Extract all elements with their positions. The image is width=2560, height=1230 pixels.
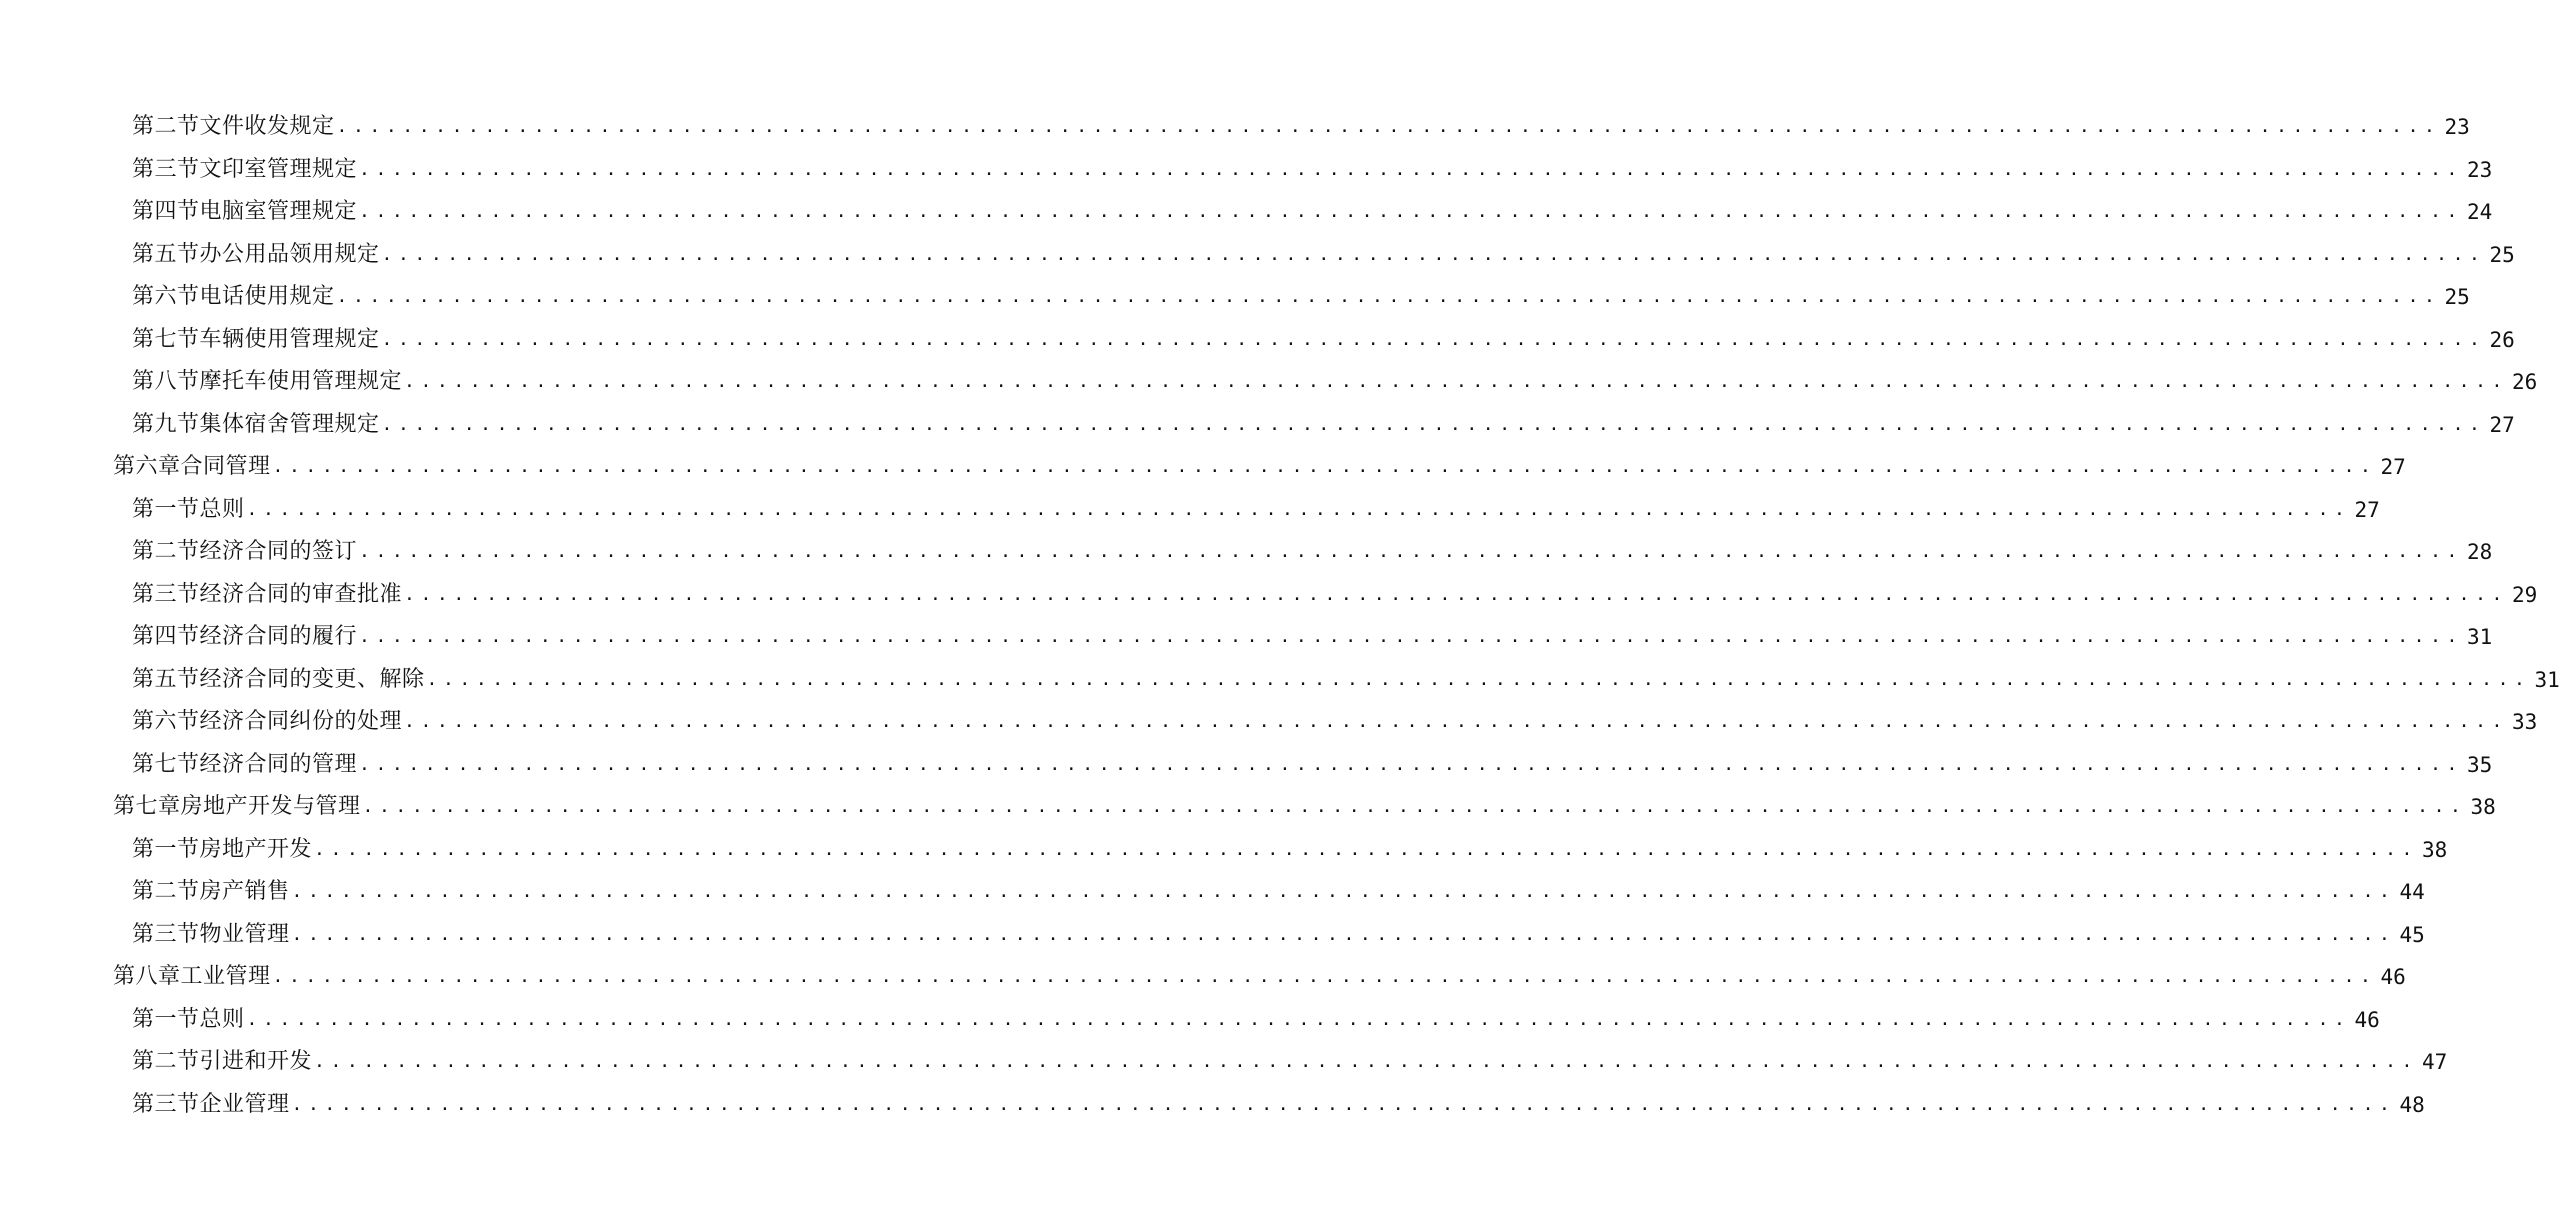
toc-entry-title: 经济合同的签订 — [199, 539, 358, 564]
toc-page-number: 26 — [2511, 370, 2538, 394]
toc-page-number: 46 — [2354, 1007, 2380, 1032]
toc-section-entry[interactable] — [0, 829, 2448, 872]
toc-section-entry[interactable] — [0, 574, 2538, 617]
toc-entry-title: 企业管理 — [199, 1091, 290, 1117]
toc-entry-title: 文件收发规定 — [199, 114, 335, 139]
toc-page-number: 31 — [2534, 667, 2560, 692]
toc-page-number: 23 — [2444, 115, 2470, 139]
toc-dot-leader: ................................................................................................................................ — [314, 1051, 2418, 1072]
toc-entry-label: 第二节 — [132, 879, 200, 904]
toc-dot-leader: ................................................................................................................................ — [291, 881, 2396, 902]
toc-dot-leader: ................................................................................................................................ — [246, 498, 2351, 520]
toc-entry-title: 经济合同的变更、解除 — [199, 666, 425, 692]
toc-section-entry[interactable] — [0, 1084, 2425, 1127]
toc-section-entry[interactable] — [0, 659, 2560, 702]
toc-dot-leader: ................................................................................................................................ — [426, 668, 2531, 690]
toc-page-number: 31 — [2466, 625, 2493, 649]
toc-section-entry[interactable] — [0, 744, 2493, 787]
toc-section-entry[interactable] — [0, 404, 2515, 447]
toc-section-entry[interactable] — [0, 1041, 2448, 1084]
toc-entry-label: 第三节 — [132, 1091, 200, 1117]
toc-dot-leader: ................................................................................................................................ — [291, 1093, 2396, 1115]
toc-section-entry[interactable] — [0, 531, 2493, 574]
toc-entry-label: 第三节 — [132, 581, 200, 607]
toc-entry-title: 经济合同的履行 — [199, 624, 358, 649]
toc-dot-leader: ................................................................................................................................ — [359, 201, 2463, 222]
toc-section-entry[interactable] — [0, 276, 2470, 319]
toc-dot-leader: ................................................................................................................................ — [381, 243, 2486, 265]
toc-page-number: 24 — [2466, 200, 2493, 224]
toc-entry-title: 文印室管理规定 — [199, 156, 358, 182]
toc-entry-title: 引进和开发 — [199, 1049, 313, 1074]
toc-dot-leader: ................................................................................................................................ — [336, 116, 2441, 137]
toc-entry-label: 第三节 — [132, 156, 200, 182]
toc-page-number: 38 — [2470, 795, 2496, 819]
toc-entry-label: 第七章 — [113, 794, 181, 819]
toc-entry-title: 经济合同的管理 — [199, 751, 358, 777]
toc-entry-label: 第八节 — [132, 369, 200, 394]
toc-dot-leader: ................................................................................................................................ — [381, 328, 2486, 350]
toc-section-entry[interactable] — [0, 234, 2515, 277]
toc-entry-title: 集体宿舍管理规定 — [199, 411, 380, 437]
toc-entry-title: 总则 — [199, 1006, 245, 1032]
toc-entry-title: 合同管理 — [180, 454, 271, 479]
toc-section-entry[interactable] — [0, 701, 2538, 744]
toc-dot-leader: ................................................................................................................................ — [272, 966, 2377, 987]
toc-entry-label: 第二节 — [132, 114, 200, 139]
toc-entry-label: 第一节 — [132, 836, 200, 862]
toc-chapter-entry[interactable] — [0, 446, 2406, 489]
toc-entry-title: 经济合同纠份的处理 — [199, 709, 403, 734]
toc-entry-title: 电脑室管理规定 — [199, 199, 358, 224]
toc-section-entry[interactable] — [0, 871, 2425, 914]
toc-page-number: 38 — [2421, 837, 2448, 862]
toc-page-number: 28 — [2466, 540, 2493, 564]
toc-section-entry[interactable] — [0, 914, 2425, 957]
toc-dot-leader: ................................................................................................................................ — [359, 541, 2463, 562]
toc-section-entry[interactable] — [0, 149, 2493, 192]
toc-page-number: 33 — [2511, 710, 2538, 734]
toc-page-number: 47 — [2421, 1050, 2448, 1074]
toc-entry-label: 第七节 — [132, 751, 200, 777]
toc-entry-label: 第一节 — [132, 1006, 200, 1032]
toc-page-number: 27 — [2354, 497, 2380, 522]
toc-page-number: 25 — [2489, 242, 2515, 267]
toc-entry-title: 物业管理 — [199, 921, 290, 947]
toc-entry-title: 经济合同的审查批准 — [199, 581, 403, 607]
toc-entry-label: 第五节 — [132, 241, 200, 267]
table-of-contents — [0, 106, 2560, 1126]
toc-page-number: 46 — [2380, 965, 2406, 989]
toc-dot-leader: ................................................................................................................................ — [314, 838, 2418, 860]
toc-page-number: 27 — [2380, 455, 2406, 479]
toc-dot-leader: ................................................................................................................................ — [404, 711, 2508, 732]
toc-dot-leader: ................................................................................................................................ — [272, 456, 2377, 477]
toc-page-number: 48 — [2399, 1092, 2425, 1117]
toc-dot-leader: ................................................................................................................................ — [404, 371, 2508, 392]
toc-page-number: 27 — [2489, 412, 2515, 437]
toc-entry-label: 第六节 — [132, 284, 200, 309]
toc-dot-leader: ................................................................................................................................ — [359, 626, 2463, 647]
toc-entry-title: 房地产开发与管理 — [180, 794, 361, 819]
toc-entry-label: 第二节 — [132, 539, 200, 564]
toc-entry-label: 第七节 — [132, 326, 200, 352]
toc-page-number: 29 — [2511, 582, 2538, 607]
toc-page-number: 23 — [2466, 157, 2493, 182]
toc-entry-label: 第六节 — [132, 709, 200, 734]
toc-entry-title: 房产销售 — [199, 879, 290, 904]
toc-entry-label: 第四节 — [132, 624, 200, 649]
toc-dot-leader: ................................................................................................................................ — [246, 1008, 2351, 1030]
toc-chapter-entry[interactable] — [0, 956, 2406, 999]
toc-dot-leader: ................................................................................................................................ — [362, 796, 2467, 817]
toc-page-number: 35 — [2466, 752, 2493, 777]
toc-chapter-entry[interactable] — [0, 786, 2496, 829]
toc-entry-label: 第四节 — [132, 199, 200, 224]
toc-entry-label: 第二节 — [132, 1049, 200, 1074]
toc-page-number: 45 — [2399, 922, 2425, 947]
toc-section-entry[interactable] — [0, 999, 2380, 1042]
toc-dot-leader: ................................................................................................................................ — [381, 413, 2486, 435]
toc-dot-leader: ................................................................................................................................ — [404, 583, 2508, 605]
toc-entry-title: 办公用品领用规定 — [199, 241, 380, 267]
toc-page-number: 26 — [2489, 327, 2515, 352]
toc-entry-label: 第九节 — [132, 411, 200, 437]
toc-section-entry[interactable] — [0, 106, 2470, 149]
toc-page-number: 44 — [2399, 880, 2425, 904]
toc-entry-label: 第三节 — [132, 921, 200, 947]
toc-entry-title: 摩托车使用管理规定 — [199, 369, 403, 394]
toc-entry-title: 工业管理 — [180, 964, 271, 989]
toc-entry-label: 第八章 — [113, 964, 181, 989]
toc-entry-title: 车辆使用管理规定 — [199, 326, 380, 352]
toc-dot-leader: ................................................................................................................................ — [359, 158, 2463, 180]
toc-entry-title: 房地产开发 — [199, 836, 313, 862]
toc-entry-title: 电话使用规定 — [199, 284, 335, 309]
toc-entry-label: 第五节 — [132, 666, 200, 692]
toc-dot-leader: ................................................................................................................................ — [336, 286, 2441, 307]
toc-section-entry[interactable] — [0, 191, 2493, 234]
toc-entry-title: 总则 — [199, 496, 245, 522]
toc-dot-leader: ................................................................................................................................ — [359, 753, 2463, 775]
toc-section-entry[interactable] — [0, 319, 2515, 362]
toc-entry-label: 第六章 — [113, 454, 181, 479]
toc-section-entry[interactable] — [0, 361, 2538, 404]
toc-section-entry[interactable] — [0, 489, 2380, 532]
toc-dot-leader: ................................................................................................................................ — [291, 923, 2396, 945]
toc-page-number: 25 — [2444, 285, 2470, 309]
toc-entry-label: 第一节 — [132, 496, 200, 522]
toc-section-entry[interactable] — [0, 616, 2493, 659]
